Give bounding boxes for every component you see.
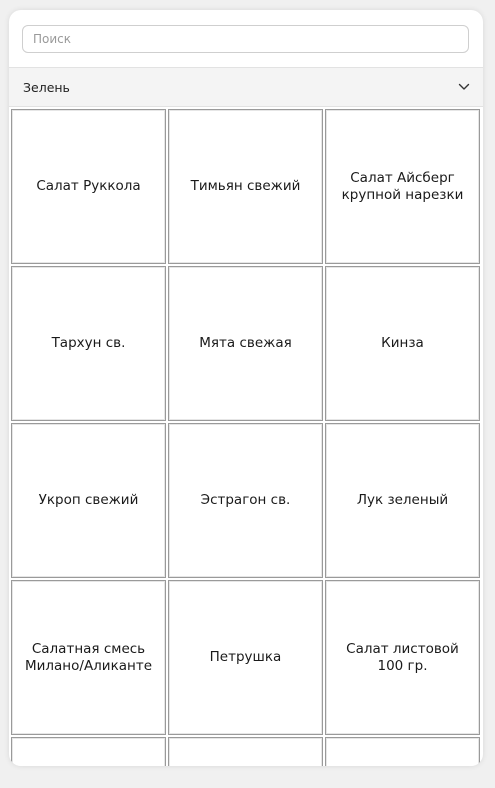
category-select[interactable] — [9, 67, 483, 107]
product-tile[interactable] — [168, 109, 323, 264]
product-tile-label: Лук зеленый — [356, 492, 449, 508]
product-tile[interactable] — [11, 109, 166, 264]
product-tile-label: Укроп свежий — [38, 492, 139, 508]
product-picker-card — [9, 10, 483, 766]
product-tile-label: Тимьян свежий — [190, 178, 301, 194]
product-grid — [11, 109, 483, 766]
product-tile[interactable] — [168, 580, 323, 735]
product-tile-label: Салат Руккола — [36, 178, 141, 194]
product-tile[interactable] — [325, 423, 480, 578]
product-tile-label: Салат листовой 100 гр. — [346, 640, 459, 674]
product-tile-label: Салат Айсберг крупной нарезки — [341, 169, 464, 203]
search-input[interactable] — [22, 25, 469, 53]
product-tile[interactable] — [11, 266, 166, 421]
product-tile[interactable] — [325, 109, 480, 264]
product-tile[interactable] — [168, 266, 323, 421]
product-tile[interactable] — [168, 423, 323, 578]
product-tile-label: Тархун св. — [51, 335, 126, 351]
product-tile[interactable] — [11, 580, 166, 735]
chevron-down-icon — [457, 80, 471, 94]
product-tile-label: Петрушка — [209, 649, 282, 665]
product-tile-label: Салатная смесь Милано/Аликанте — [24, 640, 153, 674]
product-tile-label: Кинза — [381, 335, 424, 351]
product-tile[interactable] — [11, 737, 166, 766]
search-area — [9, 10, 483, 67]
category-selected-label: Зелень — [23, 79, 70, 95]
product-tile[interactable] — [325, 266, 480, 421]
product-tile[interactable] — [168, 737, 323, 766]
product-tile[interactable] — [11, 423, 166, 578]
product-tile[interactable] — [325, 737, 480, 766]
product-tile[interactable] — [325, 580, 480, 735]
product-tile-label: Мята свежая — [199, 335, 292, 351]
product-tile-label: Эстрагон св. — [200, 492, 291, 508]
